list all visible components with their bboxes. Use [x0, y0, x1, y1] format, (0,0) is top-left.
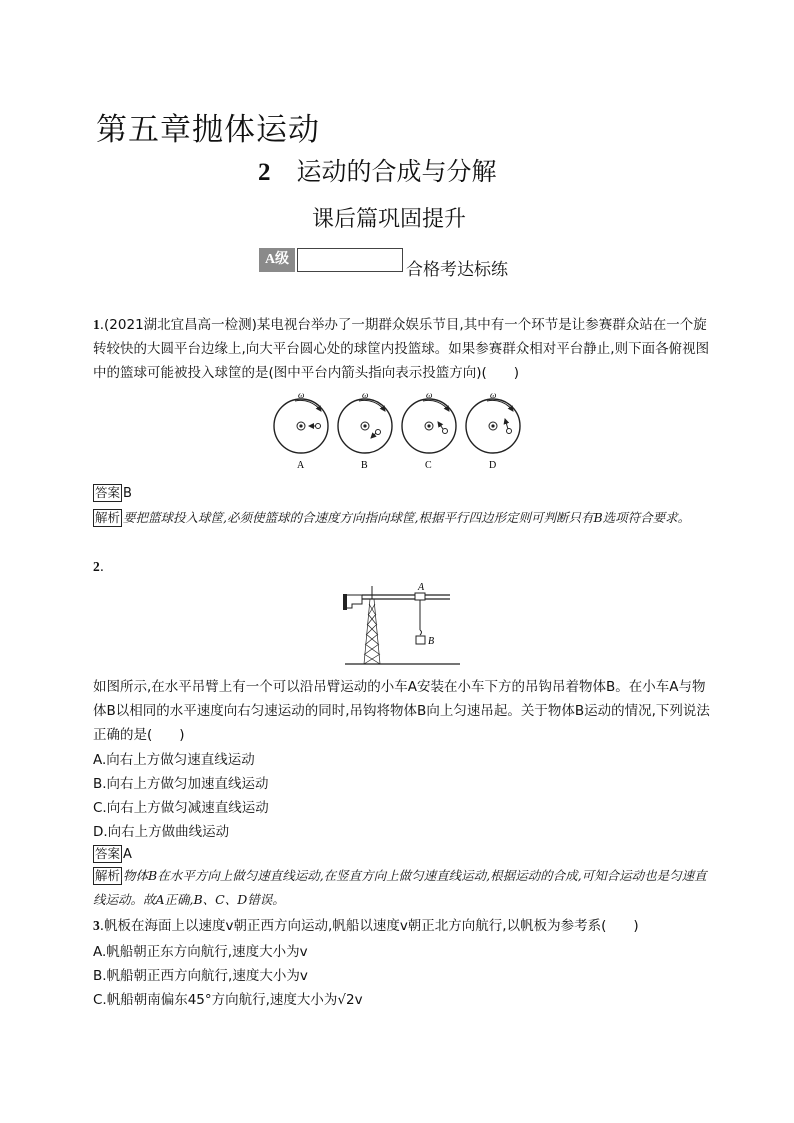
svg-text:ω: ω: [426, 392, 433, 400]
level-blank-box: [297, 248, 403, 272]
answer-value: B: [123, 486, 132, 501]
chapter-title: 第五章抛体运动: [96, 112, 320, 148]
analysis-label: 解析: [95, 510, 121, 525]
question-2-text: 如图所示,在水平吊臂上有一个可以沿吊臂运动的小车A安装在小车下方的吊钩吊着物体B。在小车A与物体B以相同的水平速度向右匀速运动的同时,吊钩将物体B向上匀速吊起。关于物体B运动的情况,下列说法正确的是( ): [93, 679, 710, 743]
section-number: 2: [258, 159, 271, 186]
section-title: [258, 152, 497, 188]
page-subtitle: 课后篇巩固提升: [312, 207, 467, 232]
crane-figure: [340, 582, 480, 672]
question-1: [93, 313, 713, 385]
question-1-analysis: [93, 506, 713, 530]
question-1-text: .(2021湖北宜昌高一检测)某电视台举办了一期群众娱乐节目,其中有一个环节是让参赛群众站在一个旋转较快的大圆平台边缘上,向大平台圆心处的球筐内投篮球。如果参赛群众相对平台静止,则下面各俯视图中的篮球可能被投入球筐的是(图中平台内箭头指向表示投篮方向)( ): [93, 317, 710, 381]
car-label: A: [418, 582, 425, 593]
question-1-number: 1: [93, 317, 100, 332]
answer-label: 答案: [95, 485, 121, 500]
figure-label-c: C: [425, 460, 432, 471]
figure-label-a: A: [297, 460, 305, 471]
platform-a: [274, 392, 328, 471]
question-2-number: 2: [93, 559, 100, 574]
object-label: B: [428, 636, 435, 647]
svg-text:ω: ω: [490, 392, 497, 400]
question-2-analysis: 解析 物体B在水平方向上做匀速直线运动,在竖直方向上做匀速直线运动,根据运动的合成,可知合运动也是匀速直线运动。故A正确,B、C、D错误。: [93, 868, 707, 907]
figure-label-d: D: [489, 460, 497, 471]
level-tag: A级: [259, 248, 295, 272]
platform-b: [338, 392, 392, 471]
question-3-text: .帆板在海面上以速度v朝正西方向运动,帆船以速度v朝正北方向航行,以帆板为参考系( ): [99, 918, 639, 934]
question-2-option-c: C.向右上方做匀减速直线运动: [93, 800, 269, 816]
level-badge: [259, 248, 403, 272]
section-name: 运动的合成与分解: [296, 157, 497, 186]
question-2-option-a: A.向右上方做匀速直线运动: [93, 752, 255, 768]
question-2-option-b: B.向右上方做匀加速直线运动: [93, 776, 269, 792]
svg-text:ω: ω: [362, 392, 369, 400]
question-2-answer: 答案 A: [95, 846, 132, 862]
omega-label: ω: [298, 392, 305, 400]
question-3: [93, 914, 713, 938]
level-title: 合格考达标练: [406, 260, 508, 280]
question-1-figure: [270, 392, 540, 472]
platform-c: [402, 392, 456, 471]
platform-d: [466, 392, 520, 471]
question-3-option-a: A.帆船朝正东方向航行,速度大小为v: [93, 944, 308, 960]
question-3-number: 3: [93, 918, 100, 933]
question-2-option-d: D.向右上方做曲线运动: [93, 824, 230, 840]
analysis-text: 要把篮球投入球筐,必须使篮球的合速度方向指向球筐,根据平行四边形定则可判断只有B选项符合要求。: [123, 510, 691, 525]
question-2-number-row: 2.: [93, 559, 105, 575]
question-3-option-b: B.帆船朝正西方向航行,速度大小为v: [93, 968, 308, 984]
question-1-answer: [93, 484, 132, 502]
question-3-option-c: C.帆船朝南偏东45°方向航行,速度大小为√2v: [93, 992, 363, 1008]
figure-label-b: B: [361, 460, 368, 471]
